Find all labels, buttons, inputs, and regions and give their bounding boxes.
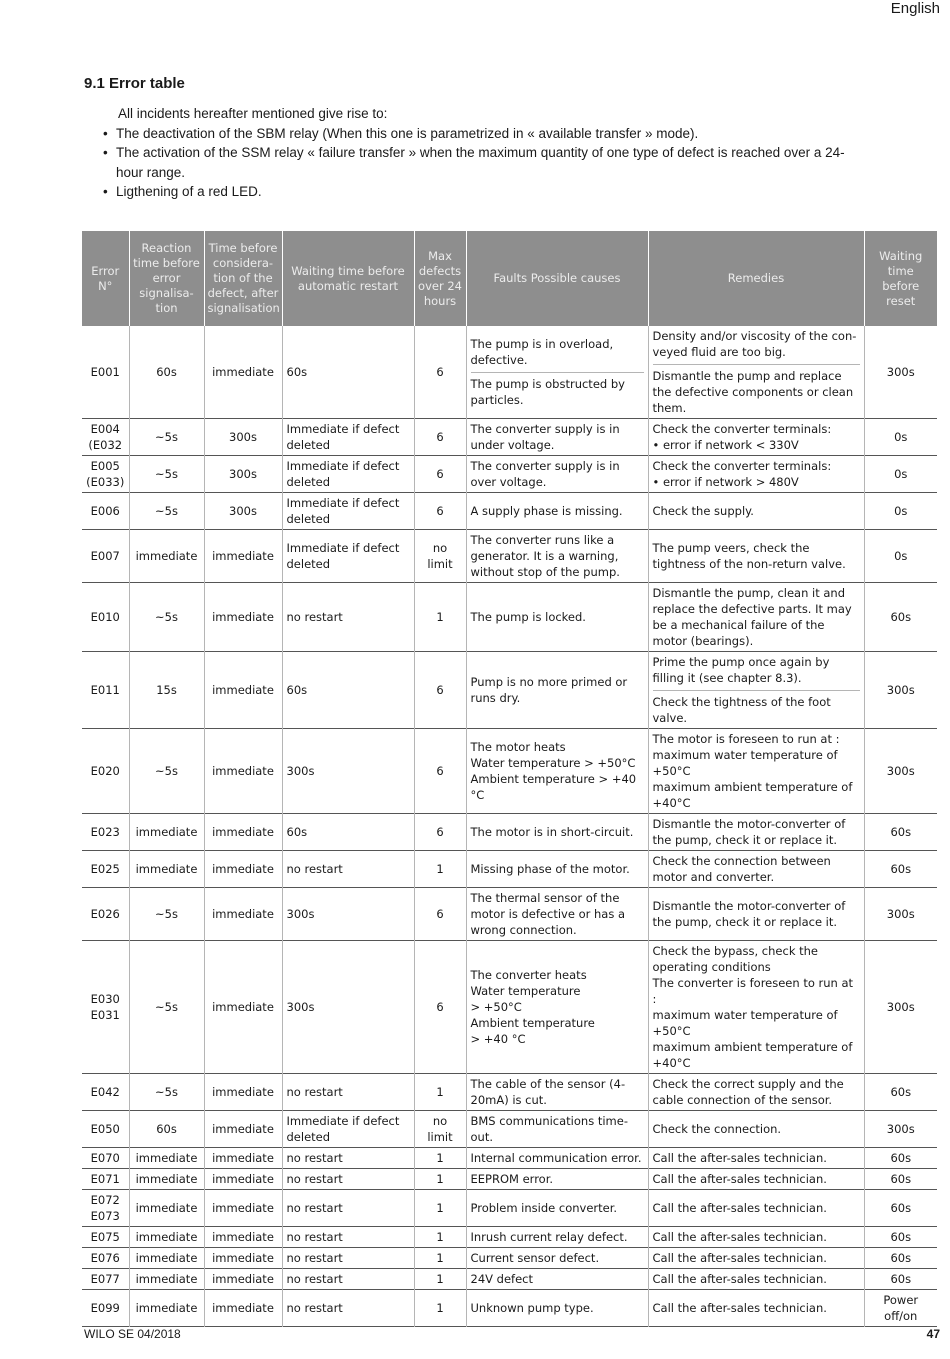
header-reaction-time: Reaction time before error signalisa-tion [129,231,204,326]
cell-fault-cause-line: Water temperature > +50°C [470,756,636,770]
cell-remedy [648,814,864,851]
cell-max-defects: 6 [414,729,466,814]
cell-fault-cause-line: > +40 °C [470,1032,526,1046]
cell-max-defects: 6 [414,652,466,729]
cell-reaction-time: 15s [129,652,204,729]
cell-waiting-time-restart: 300s [282,941,414,1074]
cell-waiting-time-reset: 60s [864,1248,937,1269]
cell-fault-cause [466,1074,648,1111]
cell-time-before-consideration: immediate [204,1290,282,1327]
table-row [82,1074,937,1111]
cell-fault-cause [466,1148,648,1169]
header-error-number: Error N° [82,231,129,326]
cell-waiting-time-restart: no restart [282,1074,414,1111]
cell-waiting-time-reset: 300s [864,888,937,941]
table-row [82,1269,937,1290]
cell-max-defects: no limit [414,530,466,583]
cell-reaction-time: ~5s [129,493,204,530]
cell-fault-cause [466,493,648,530]
intro-lead: All incidents hereafter mentioned give rise to: [118,106,388,121]
cell-remedy [648,652,864,729]
cell-fault-cause [466,729,648,814]
cell-reaction-time: 60s [129,326,204,419]
cell-fault-cause-line: The pump is locked. [470,610,586,624]
table-row [82,941,937,1074]
cell-waiting-time-restart: no restart [282,1269,414,1290]
cell-error-code: E042 [90,1085,120,1099]
cell-reaction-time: ~5s [129,456,204,493]
cell-remedy [648,583,864,652]
cell-waiting-time-reset: Power off/on [864,1290,937,1327]
cell-waiting-time-restart: no restart [282,583,414,652]
cell-max-defects: 1 [414,1290,466,1327]
cell-fault-cause [466,1169,648,1190]
cell-waiting-time-restart: Immediate if defect deleted [282,456,414,493]
cell-waiting-time-reset: 0s [864,419,937,456]
cell-fault-cause [466,419,648,456]
table-row [82,530,937,583]
cell-remedy [648,419,864,456]
cell-remedy-line: Check the supply. [652,504,754,518]
cell-fault-cause-line: The cable of the sensor (4-20mA) is cut. [470,1077,626,1107]
cell-remedy-line: Check the converter terminals: [652,422,832,436]
cell-fault-cause [466,530,648,583]
cell-reaction-time: ~5s [129,1074,204,1111]
cell-waiting-time-reset: 60s [864,1227,937,1248]
cell-waiting-time-restart: no restart [282,1169,414,1190]
cell-remedy-line: Check the connection between motor and converter. [652,854,831,884]
cell-remedy [648,456,864,493]
cell-remedy-line: Check the tightness of the foot valve. [653,690,860,726]
cell-fault-cause-line: The converter supply is in under voltage. [470,422,620,452]
table-row [82,1111,937,1148]
cell-time-before-consideration: 300s [204,493,282,530]
table-row [82,1290,937,1327]
cell-waiting-time-reset: 0s [864,493,937,530]
table-row [82,851,937,888]
cell-time-before-consideration: immediate [204,326,282,419]
cell-fault-cause [466,583,648,652]
cell-max-defects: 1 [414,1148,466,1169]
cell-waiting-time-reset: 300s [864,941,937,1074]
cell-remedy [648,1074,864,1111]
cell-fault-cause-line: Water temperature [470,984,581,998]
cell-remedy-line: Call the after-sales technician. [652,1251,827,1265]
cell-fault-cause-line: The converter heats [470,968,587,982]
cell-waiting-time-restart: 60s [282,814,414,851]
cell-remedy [648,530,864,583]
intro-bullet: • The deactivation of the SBM relay (When this one is parametrized in « available transfer » mode). [100,124,860,144]
cell-remedy [648,888,864,941]
cell-remedy [648,1290,864,1327]
cell-remedy [648,326,864,419]
cell-fault-cause-line: Unknown pump type. [470,1301,594,1315]
table-row [82,888,937,941]
header-remedies: Remedies [648,231,864,326]
cell-waiting-time-restart: Immediate if defect deleted [282,419,414,456]
cell-waiting-time-reset: 60s [864,851,937,888]
cell-fault-cause [466,814,648,851]
intro-bullet: • Ligthening of a red LED. [100,182,860,202]
cell-time-before-consideration: immediate [204,1269,282,1290]
header-waiting-time-reset: Waiting time before reset [864,231,937,326]
cell-waiting-time-reset: 60s [864,1074,937,1111]
cell-fault-cause [466,888,648,941]
cell-max-defects: 1 [414,1248,466,1269]
table-row [82,1227,937,1248]
cell-remedy-line: The converter is foreseen to run at : [652,976,854,1006]
cell-waiting-time-reset: 300s [864,326,937,419]
cell-time-before-consideration: 300s [204,456,282,493]
cell-waiting-time-restart: 300s [282,888,414,941]
cell-fault-cause-line: A supply phase is missing. [470,504,623,518]
cell-max-defects: 1 [414,1227,466,1248]
cell-remedy [648,1169,864,1190]
cell-waiting-time-restart: 60s [282,326,414,419]
intro-bullet-list [100,124,860,202]
cell-error-code: E011 [90,683,120,697]
cell-reaction-time: immediate [129,814,204,851]
cell-waiting-time-restart: 60s [282,652,414,729]
cell-reaction-time: ~5s [129,729,204,814]
cell-reaction-time: immediate [129,1169,204,1190]
cell-remedy [648,1111,864,1148]
cell-reaction-time: immediate [129,530,204,583]
cell-remedy-line: Check the correct supply and the cable connection of the sensor. [652,1077,844,1107]
cell-time-before-consideration: immediate [204,1111,282,1148]
cell-error-code: E010 [90,610,120,624]
cell-waiting-time-restart: no restart [282,1248,414,1269]
intro-text [100,104,860,202]
cell-waiting-time-restart: no restart [282,1290,414,1327]
cell-reaction-time: immediate [129,1190,204,1227]
cell-fault-cause-line: The motor heats [470,740,566,754]
cell-remedy [648,1227,864,1248]
cell-reaction-time: 60s [129,1111,204,1148]
cell-fault-cause-line: Ambient temperature > +40 °C [470,772,637,802]
cell-reaction-time: immediate [129,1269,204,1290]
cell-time-before-consideration: immediate [204,1148,282,1169]
cell-remedy-line: Call the after-sales technician. [652,1272,827,1286]
page-number: 47 [926,1327,940,1341]
cell-waiting-time-restart: no restart [282,1227,414,1248]
cell-fault-cause-line: Problem inside converter. [470,1201,618,1215]
cell-waiting-time-restart: no restart [282,1148,414,1169]
cell-max-defects: 1 [414,1074,466,1111]
cell-fault-cause [466,326,648,419]
table-row [82,583,937,652]
cell-fault-cause [466,1269,648,1290]
cell-time-before-consideration: immediate [204,941,282,1074]
cell-time-before-consideration: immediate [204,729,282,814]
cell-remedy-line: Check the bypass, check the operating conditions [652,944,819,974]
cell-fault-cause-line: Inrush current relay defect. [470,1230,628,1244]
cell-time-before-consideration: immediate [204,888,282,941]
table-row [82,1248,937,1269]
cell-fault-cause-line: Ambient temperature [470,1016,595,1030]
header-waiting-time-restart: Waiting time before automatic restart [282,231,414,326]
cell-fault-cause-line: Internal communication error. [470,1151,642,1165]
table-row [82,1190,937,1227]
cell-reaction-time: immediate [129,1248,204,1269]
cell-waiting-time-reset: 60s [864,1148,937,1169]
cell-remedy-line: Prime the pump once again by filling it (see chapter 8.3). [652,655,830,685]
cell-fault-cause [466,941,648,1074]
cell-remedy [648,1248,864,1269]
cell-remedy-line: Dismantle the pump, clean it and replace the defective parts. It may be a mechanical failure of the motor (bearings). [652,586,852,648]
cell-error-code: E004 (E032 [88,422,123,452]
cell-waiting-time-reset: 60s [864,814,937,851]
cell-fault-cause-line: The pump is in overload, defective. [470,337,614,367]
cell-remedy-line: maximum water temperature of +50°C [652,748,838,778]
table-row [82,456,937,493]
cell-error-code: E076 [90,1251,120,1265]
cell-fault-cause [466,1290,648,1327]
cell-error-code: E006 [90,504,120,518]
cell-fault-cause [466,1111,648,1148]
cell-fault-cause [466,652,648,729]
cell-fault-cause-line: BMS communications time-out. [470,1114,628,1144]
cell-waiting-time-reset: 0s [864,456,937,493]
cell-waiting-time-restart: no restart [282,851,414,888]
cell-remedy-line: The pump veers, check the tightness of the non-return valve. [652,541,846,571]
cell-remedy-line: Density and/or viscosity of the con-veyed fluid are too big. [652,329,857,359]
cell-error-code: E072 E073 [90,1193,120,1223]
cell-time-before-consideration: immediate [204,1248,282,1269]
cell-remedy-line: Call the after-sales technician. [652,1151,827,1165]
cell-remedy [648,493,864,530]
cell-waiting-time-restart: Immediate if defect deleted [282,530,414,583]
cell-fault-cause-line: The motor is in short-circuit. [470,825,634,839]
cell-waiting-time-restart: 300s [282,729,414,814]
cell-time-before-consideration: immediate [204,1190,282,1227]
cell-fault-cause-line: The pump is obstructed by particles. [471,372,644,408]
cell-waiting-time-restart: Immediate if defect deleted [282,493,414,530]
cell-waiting-time-reset: 60s [864,583,937,652]
cell-time-before-consideration: immediate [204,652,282,729]
cell-fault-cause-line: The thermal sensor of the motor is defective or has a wrong connection. [470,891,626,937]
cell-max-defects: no limit [414,1111,466,1148]
cell-error-code: E075 [90,1230,120,1244]
cell-max-defects: 1 [414,851,466,888]
table-header-row [82,231,937,326]
cell-fault-cause [466,1190,648,1227]
cell-time-before-consideration: immediate [204,1169,282,1190]
cell-reaction-time: immediate [129,1148,204,1169]
cell-max-defects: 1 [414,583,466,652]
cell-max-defects: 6 [414,419,466,456]
cell-reaction-time: immediate [129,1227,204,1248]
cell-time-before-consideration: immediate [204,851,282,888]
table-row [82,1148,937,1169]
cell-error-code: E025 [90,862,120,876]
cell-fault-cause-line: The converter runs like a generator. It is a warning, without stop of the pump. [470,533,620,579]
footer-publisher: WILO SE 04/2018 [84,1327,181,1341]
cell-max-defects: 6 [414,814,466,851]
cell-fault-cause-line: > +50°C [470,1000,522,1014]
cell-fault-cause [466,1248,648,1269]
cell-remedy [648,851,864,888]
cell-remedy-line: Call the after-sales technician. [652,1230,827,1244]
table-row [82,326,937,419]
cell-waiting-time-reset: 60s [864,1269,937,1290]
cell-waiting-time-reset: 60s [864,1190,937,1227]
cell-max-defects: 1 [414,1269,466,1290]
cell-max-defects: 6 [414,888,466,941]
intro-bullet: • The activation of the SSM relay « failure transfer » when the maximum quantity of one type of defect is reached over a 24-hour range. [100,143,860,182]
cell-remedy-line: • error if network < 330V [652,438,799,452]
cell-remedy [648,941,864,1074]
cell-max-defects: 6 [414,326,466,419]
cell-remedy-line: maximum ambient temperature of +40°C [652,1040,853,1070]
cell-fault-cause-line: Missing phase of the motor. [470,862,630,876]
cell-remedy-line: The motor is foreseen to run at : [652,732,840,746]
header-time-before-consideration: Time before considera-tion of the defect, after signalisation [204,231,282,326]
cell-error-code: E050 [90,1122,120,1136]
cell-remedy-line: Check the connection. [652,1122,782,1136]
header-max-defects: Max defects over 24 hours [414,231,466,326]
cell-error-code: E071 [90,1172,120,1186]
cell-remedy-line: Dismantle the motor-converter of the pump, check it or replace it. [652,817,846,847]
cell-error-code: E077 [90,1272,120,1286]
cell-fault-cause [466,456,648,493]
cell-error-code: E007 [90,549,120,563]
cell-error-code: E001 [90,365,120,379]
section-title: 9.1 Error table [84,75,185,92]
cell-remedy-line: Call the after-sales technician. [652,1172,827,1186]
cell-error-code: E023 [90,825,120,839]
cell-error-code: E030 E031 [90,992,120,1022]
cell-waiting-time-restart: no restart [282,1190,414,1227]
language-label: English [890,0,940,17]
header-faults-causes: Faults Possible causes [466,231,648,326]
cell-time-before-consideration: 300s [204,419,282,456]
cell-reaction-time: ~5s [129,888,204,941]
cell-fault-cause-line: EEPROM error. [470,1172,554,1186]
cell-reaction-time: ~5s [129,583,204,652]
cell-remedy [648,1190,864,1227]
table-row [82,419,937,456]
cell-reaction-time: ~5s [129,941,204,1074]
cell-max-defects: 1 [414,1190,466,1227]
cell-fault-cause-line: 24V defect [470,1272,533,1286]
cell-remedy-line: Call the after-sales technician. [652,1301,827,1315]
cell-time-before-consideration: immediate [204,1227,282,1248]
cell-error-code: E020 [90,764,120,778]
cell-waiting-time-reset: 0s [864,530,937,583]
cell-waiting-time-reset: 300s [864,1111,937,1148]
table-row [82,652,937,729]
cell-max-defects: 6 [414,456,466,493]
cell-error-code: E099 [90,1301,120,1315]
cell-error-code: E005 (E033) [86,459,125,489]
cell-time-before-consideration: immediate [204,530,282,583]
cell-waiting-time-reset: 300s [864,652,937,729]
cell-fault-cause-line: Pump is no more primed or runs dry. [470,675,628,705]
cell-remedy-line: Dismantle the motor-converter of the pump, check it or replace it. [652,899,846,929]
cell-error-code: E070 [90,1151,120,1165]
cell-remedy-line: Dismantle the pump and replace the defective components or clean them. [653,364,860,416]
cell-remedy-line: maximum ambient temperature of +40°C [652,780,853,810]
cell-max-defects: 6 [414,941,466,1074]
table-row [82,493,937,530]
cell-remedy [648,1148,864,1169]
cell-max-defects: 6 [414,493,466,530]
cell-remedy-line: Call the after-sales technician. [652,1201,827,1215]
cell-reaction-time: immediate [129,851,204,888]
cell-reaction-time: ~5s [129,419,204,456]
cell-fault-cause-line: The converter supply is in over voltage. [470,459,620,489]
cell-time-before-consideration: immediate [204,583,282,652]
cell-waiting-time-reset: 60s [864,1169,937,1190]
table-row [82,729,937,814]
error-table-body [82,326,937,1327]
cell-fault-cause [466,851,648,888]
cell-reaction-time: immediate [129,1290,204,1327]
error-table [82,231,937,1327]
cell-remedy-line: maximum water temperature of +50°C [652,1008,838,1038]
cell-max-defects: 1 [414,1169,466,1190]
cell-fault-cause [466,1227,648,1248]
cell-error-code: E026 [90,907,120,921]
cell-time-before-consideration: immediate [204,1074,282,1111]
cell-remedy [648,1269,864,1290]
table-row [82,814,937,851]
cell-waiting-time-reset: 300s [864,729,937,814]
cell-time-before-consideration: immediate [204,814,282,851]
cell-waiting-time-restart: Immediate if defect deleted [282,1111,414,1148]
cell-remedy [648,729,864,814]
table-row [82,1169,937,1190]
cell-remedy-line: • error if network > 480V [652,475,799,489]
cell-fault-cause-line: Current sensor defect. [470,1251,600,1265]
cell-remedy-line: Check the converter terminals: [652,459,832,473]
